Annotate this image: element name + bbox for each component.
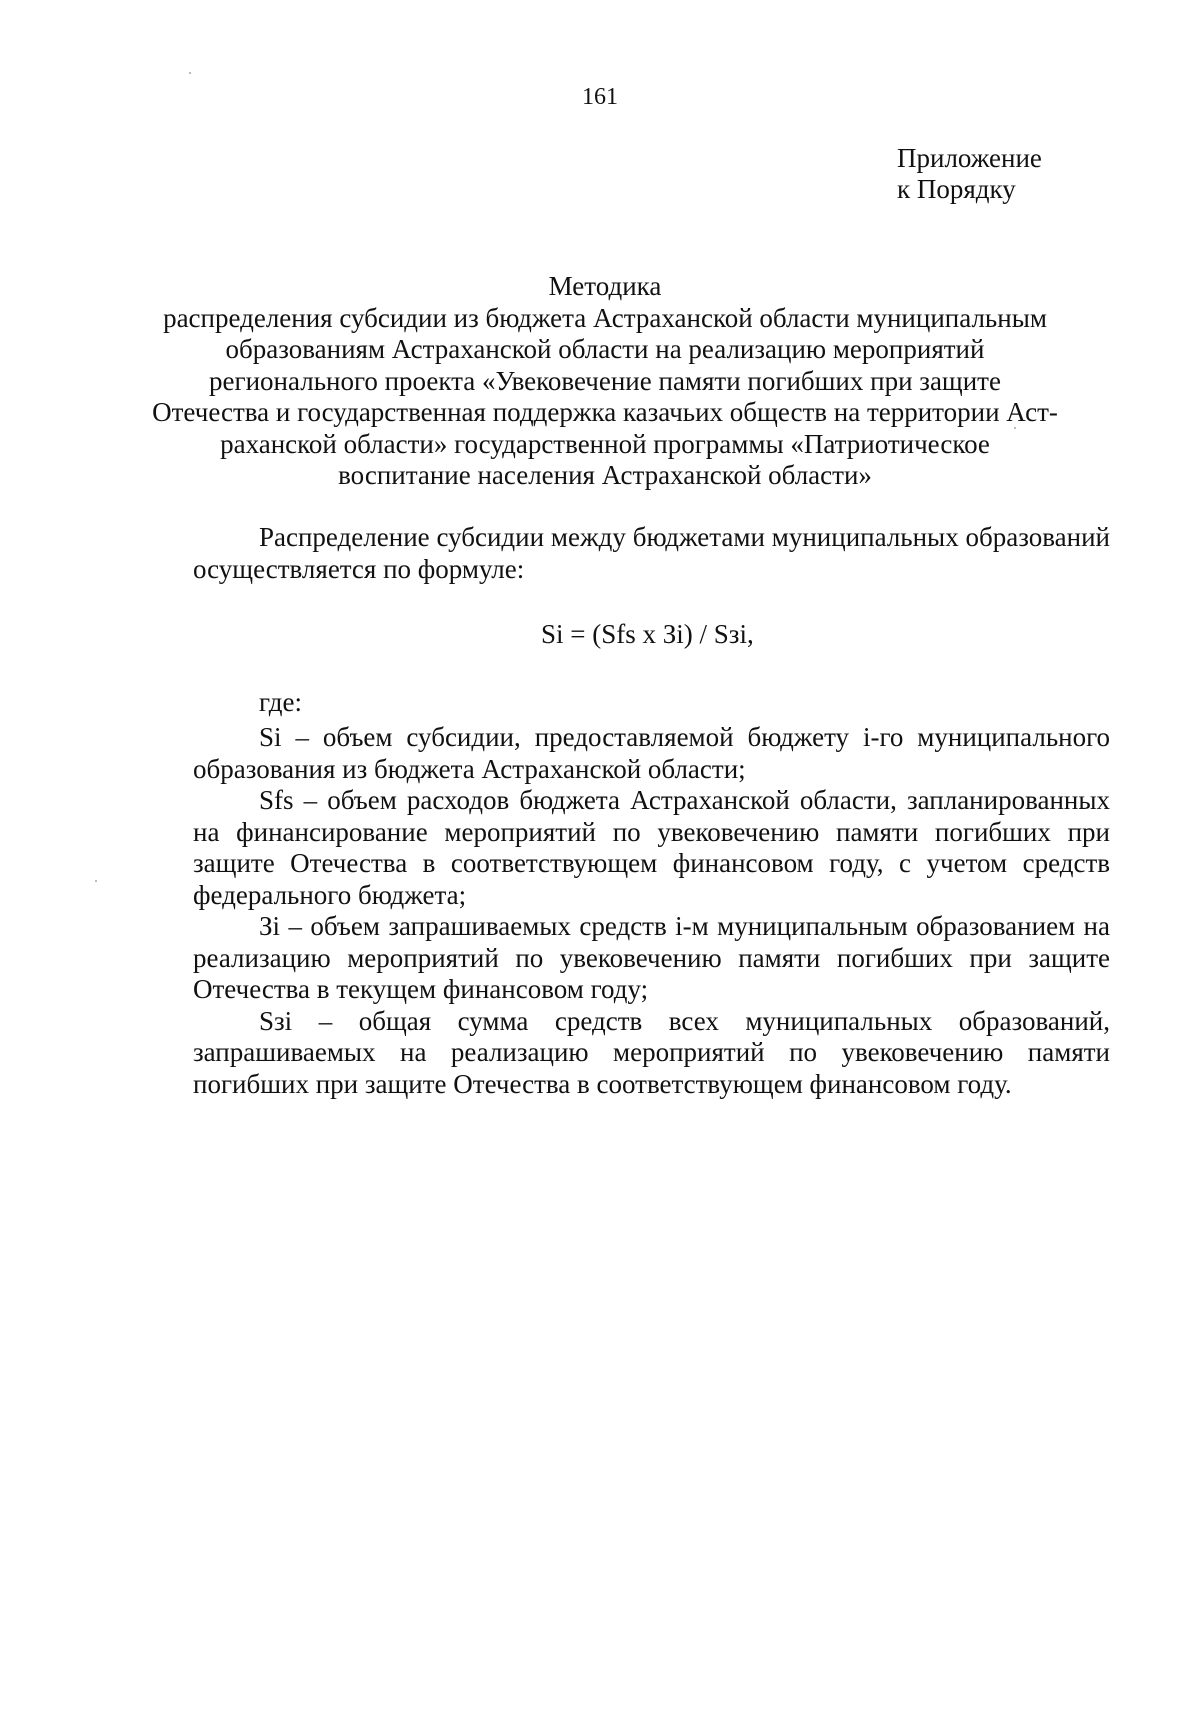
heading-line: регионального проекта «Увековечение памяти погибших при защите <box>209 365 1001 396</box>
document-body <box>193 522 1110 1100</box>
definition-szi: Sзi – общая сумма средств всех муниципальных образований, запрашиваемых на реализацию мероприятий по увековечению памяти погибших при защите Отечества в соответствующем финансовом году. <box>193 1005 1110 1099</box>
definition-zi: Зi – объем запрашиваемых средств i-м муниципальным образованием на реализацию мероприятий по увековечению памяти погибших при защите Отечества в текущем финансовом году; <box>193 911 1110 1004</box>
heading-line: воспитание населения Астраханской области» <box>338 460 872 490</box>
heading-title: Методика <box>548 271 662 301</box>
scan-speck <box>1014 427 1016 429</box>
definition-si: Si – объем субсидии, предоставляемой бюджету i-го муниципального образования из бюджета Астраханской области; <box>193 722 1110 784</box>
heading-line: Отечества и государственная поддержка казачьих обществ на территории Аст- <box>152 397 1058 427</box>
definition-sfs: Sfs – объем расходов бюджета Астраханской области, запланированных на финансирование мероприятий по увековечению памяти погибших при защите Отечества в соответствующем финансовом году, с учетом средств федерального бюджета; <box>193 785 1110 910</box>
heading-line: раханской области» государственной программы «Патриотическое <box>220 428 990 459</box>
heading-line: образованиям Астраханской области на реализацию мероприятий <box>225 334 985 364</box>
page-number: 161 <box>582 84 618 110</box>
where-label: где: <box>259 686 302 717</box>
appendix-line-2: к Порядку <box>897 174 1016 204</box>
appendix-note <box>897 143 1042 205</box>
intro-paragraph: Распределение субсидии между бюджетами муниципальных образований осуществляется по формуле: <box>193 522 1110 584</box>
scan-speck <box>95 880 97 882</box>
scan-speck <box>189 72 191 74</box>
document-heading <box>150 271 1060 492</box>
formula: Si = (Sfs х Зi) / Sзi, <box>541 619 754 649</box>
heading-line: распределения субсидии из бюджета Астраханской области муниципальным <box>163 302 1047 333</box>
appendix-line-1: Приложение <box>897 143 1042 173</box>
